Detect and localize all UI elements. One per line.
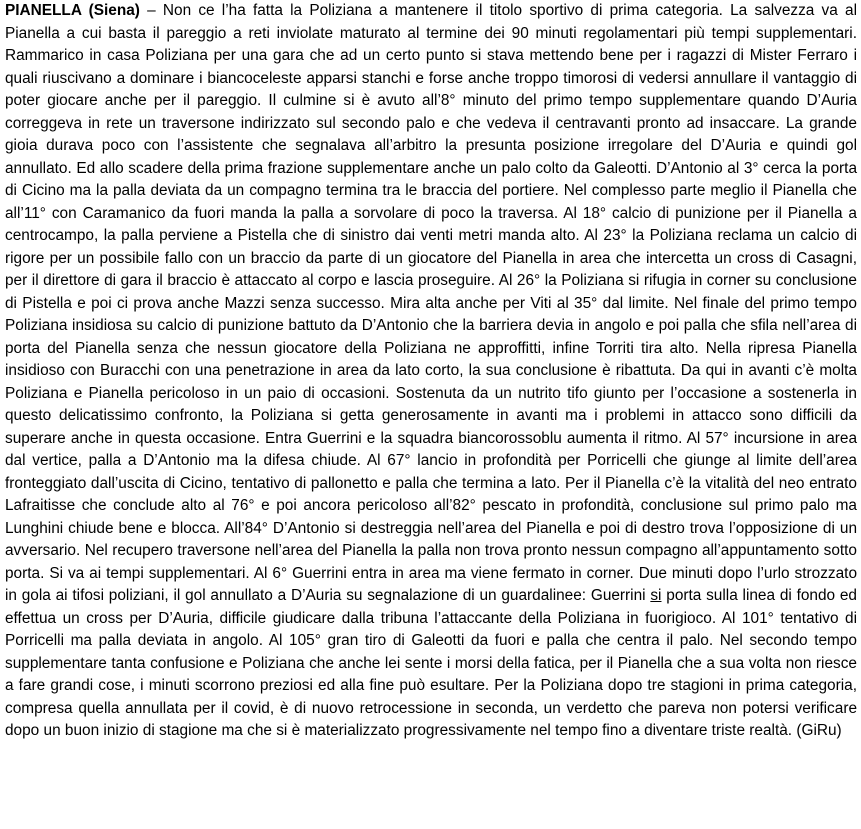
article-text-part-1: – Non ce l’ha fatta la Poliziana a mantenere il titolo sportivo di prima categoria. La salvezza va al Pianella a cui basta il pareggio a reti inviolate maturato al termine dei 90 minuti regolamentari più tempi supplementari. Rammarico in casa Poliziana per una gara che ad un certo punto si stava mettendo bene per i ragazzi di Mister Ferraro i quali riuscivano a dominare i biancoceleste apparsi stanchi e forse anche troppo timorosi di vedersi annullare il vantaggio di poter giocare anche per il pareggio. Il culmine si è avuto all’8° minuto del primo tempo supplementare quando D’Auria correggeva in rete un traversone indirizzato sul secondo palo e che vedeva il centravanti pronto ad insaccare. La grande gioia durava poco con l’assistente che segnalava all’arbitro la presunta posizione irregolare del D’Auria e quindi gol annullato. Ed allo scadere della prima frazione supplementare anche un palo colto da Galeotti. D’Antonio al 3° cerca la porta di Cicino ma la palla deviata da un compagno termina tra le braccia del portiere. Nel complesso parte meglio il Pianella che all’11° con Caramanico da fuori manda la palla a sorvolare di poco la traversa. Al 18° calcio di punizione per il Pianella a centrocampo, la palla perviene a Pistella che di sinistro dai venti metri manda alto. Al 23° la Poliziana reclama un calcio di rigore per un possibile fallo con un braccio da parte di un giocatore del Pianella in area che intercetta un cross di Casagni, per il direttore di gara il braccio è attaccato al corpo e lascia proseguire. Al 26° la Poliziana si rifugia in corner su conclusione di Pistella e poi ci prova anche Mazzi senza successo. Mira alta anche per Viti al 35° dal limite. Nel finale del primo tempo Poliziana insidiosa su calcio di punizione battuto da D’Antonio che la barriera devia in angolo e poi palla che sfila nell’area di porta del Pianella senza che nessun giocatore della Poliziana ne approffitti, infine Torriti tira alto. Nella ripresa Pianella insidioso con Buracchi con una penetrazione in area da lato corto, la sua conclusione è ribattuta. Da qui in avanti c’è molta Poliziana e Pianella pericoloso in un paio di occasioni. Sostenuta da un nutrito tifo giunto per l’occasione a sostenerla in questo delicatissimo confronto, la Poliziana si getta generosamente in avanti ma i problemi in attacco sono difficili da superare anche in questa occasione. Entra Guerrini e la squadra biancorossoblu aumenta il ritmo. Al 57° incursione in area dal vertice, palla a D’Antonio ma la difesa chiude. Al 67° lancio in profondità per Porricelli che giunge al limite dell’area fronteggiato dall’uscita di Cicino, tentativo di pallonetto e palla che termina a lato. Per il Pianella c’è la vitalità del neo entrato Lafraitisse che conclude alto al 76° e poi ancora pericoloso all’82° pescato in profondità, conclusione sul primo palo ma Lunghini chiude bene e blocca. All’84° D’Antonio si destreggia nell’area del Pianella e poi di destro trova l’opposizione di un avversario. Nel recupero traversone nell’area del Pianella la palla non trova pronto nessun compagno all’appuntamento sotto porta. Si va ai tempi supplementari. Al 6° Guerrini entra in area ma viene fermato in corner. Due minuti dopo l’urlo strozzato in gola ai tifosi poliziani, il gol annullato a D’Auria su segnalazione di un guardalinee: Guerrini [5, 2, 857, 604]
article-body [5, 0, 857, 743]
article-headline: PIANELLA (Siena) [5, 2, 140, 19]
article-text-part-2: porta sulla linea di fondo ed effettua un cross per D’Auria, difficile giudicare dalla tribuna l’attaccante della Poliziana in fuorigioco. Al 101° tentativo di Porricelli ma palla deviata in angolo. Al 105° gran tiro di Galeotti da fuori e palla che centra il palo. Nel secondo tempo supplementare tanta confusione e Poliziana che anche lei sente i morsi della fatica, per il Pianella che a sua volta non riesce a fare grandi cose, i minuti scorrono preziosi ed alla fine può esultare. Per la Poliziana dopo tre stagioni in prima categoria, compresa quella annullata per il covid, è di nuovo retrocessione in seconda, un verdetto che pareva non potersi verificare dopo un buon inizio di stagione ma che si è materializzato progressivamente nel tempo fino a diventare triste realtà. (GiRu) [5, 587, 857, 739]
underlined-word: si [650, 587, 662, 604]
